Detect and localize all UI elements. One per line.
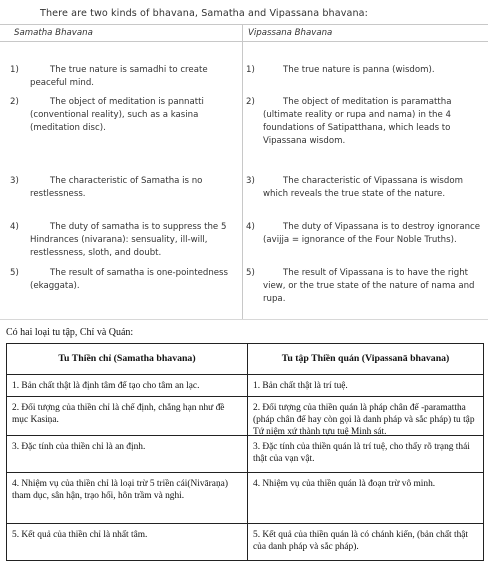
english-heading: There are two kinds of bhavana, Samatha and Vipassana bhavana: <box>40 8 368 19</box>
vipassana-header-cell <box>243 24 488 42</box>
english-comparison-table <box>0 24 488 320</box>
vipassana-column-header: Tu tập Thiền quán (Vipassanā bhavana) <box>281 353 450 364</box>
vipassana-cell: 5. Kết quả của thiền quán là có chánh kiến, (bản chất thật của danh pháp và sắc pháp). <box>253 530 469 552</box>
samatha-column <box>0 24 243 320</box>
samatha-cell: 5. Kết quả của thiền chỉ là nhất tâm. <box>12 530 148 540</box>
item-number: 2) <box>10 97 19 107</box>
item-number: 4) <box>10 222 19 232</box>
item-text: The result of samatha is one-pointedness (ekaggata). <box>30 268 229 291</box>
item-text: The duty of Vipassana is to destroy ignorance (avijja = ignorance of the Four Noble Truths). <box>263 222 481 245</box>
item-text: The characteristic of Samatha is no restlessness. <box>30 176 203 199</box>
vipassana-cell: 2. Đối tượng của thiền quán là pháp chân đế -paramattha (pháp chân đế hay còn gọi là danh pháp và sắc pháp) tu tập Tứ niệm xứ thành tựu tuệ Minh sát. <box>253 403 475 437</box>
item-text: The object of meditation is pannatti (conventional reality), such as a kasina (meditation disc). <box>30 97 204 133</box>
samatha-header-cell <box>0 24 242 42</box>
item-number: 3) <box>246 176 255 186</box>
vietnamese-intro: Có hai loại tu tập, Chỉ và Quán: <box>6 327 134 338</box>
item-text: The result of Vipassana is to have the right view, or the true state of the nature of nama and rupa. <box>263 268 475 304</box>
samatha-cell: 2. Đối tượng của thiền chỉ là chế định, chẳng hạn như đề mục Kasiṇa. <box>12 403 225 425</box>
item-text: The true nature is panna (wisdom). <box>283 65 435 75</box>
vipassana-column <box>243 24 488 320</box>
vipassana-cell: 1. Bản chất thật là trí tuệ. <box>253 381 348 391</box>
item-text: The characteristic of Vipassana is wisdom which reveals the true state of the nature. <box>263 176 463 199</box>
samatha-header: Samatha Bhavana <box>14 28 93 38</box>
item-text: The true nature is samadhi to create peaceful mind. <box>30 65 208 88</box>
samatha-cell: 3. Đặc tính của thiền chỉ là an định. <box>12 442 146 452</box>
item-number: 4) <box>246 222 255 232</box>
item-text: The object of meditation is paramattha (ultimate reality or rupa and nama) in the 4 foundations of Satipatthana, which leads to Vipassana wisdom. <box>263 97 452 146</box>
vipassana-header: Vipassana Bhavana <box>248 28 333 38</box>
item-number: 1) <box>246 65 255 75</box>
item-number: 5) <box>246 268 255 278</box>
vietnamese-comparison-table <box>6 343 484 561</box>
samatha-cell: 4. Nhiệm vụ của thiền chỉ là loại trừ 5 triền cái(Nivāraṇa) tham dục, sân hận, trạo hối, hôn trầm và nghi. <box>12 479 228 501</box>
vipassana-cell: 4. Nhiệm vụ của thiền quán là đoạn trừ vô minh. <box>253 479 436 489</box>
item-number: 2) <box>246 97 255 107</box>
row-divider <box>7 523 483 524</box>
item-text: The duty of samatha is to suppress the 5 Hindrances (nivarana): sensuality, ill-will, restlessness, sloth, and doubt. <box>30 222 227 258</box>
item-number: 3) <box>10 176 19 186</box>
english-table-bottom-rule <box>0 319 488 320</box>
item-number: 1) <box>10 65 19 75</box>
item-number: 5) <box>10 268 19 278</box>
row-divider <box>7 472 483 473</box>
row-divider <box>7 374 483 375</box>
samatha-cell: 1. Bản chất thật là định tâm để tạo cho tâm an lạc. <box>12 381 200 391</box>
row-divider <box>7 396 483 397</box>
vipassana-cell: 3. Đặc tính của thiền quán là trí tuệ, cho thấy rõ trạng thái thật của vạn vật. <box>253 442 470 464</box>
samatha-column-header: Tu Thiền chỉ (Samatha bhavana) <box>58 353 196 364</box>
